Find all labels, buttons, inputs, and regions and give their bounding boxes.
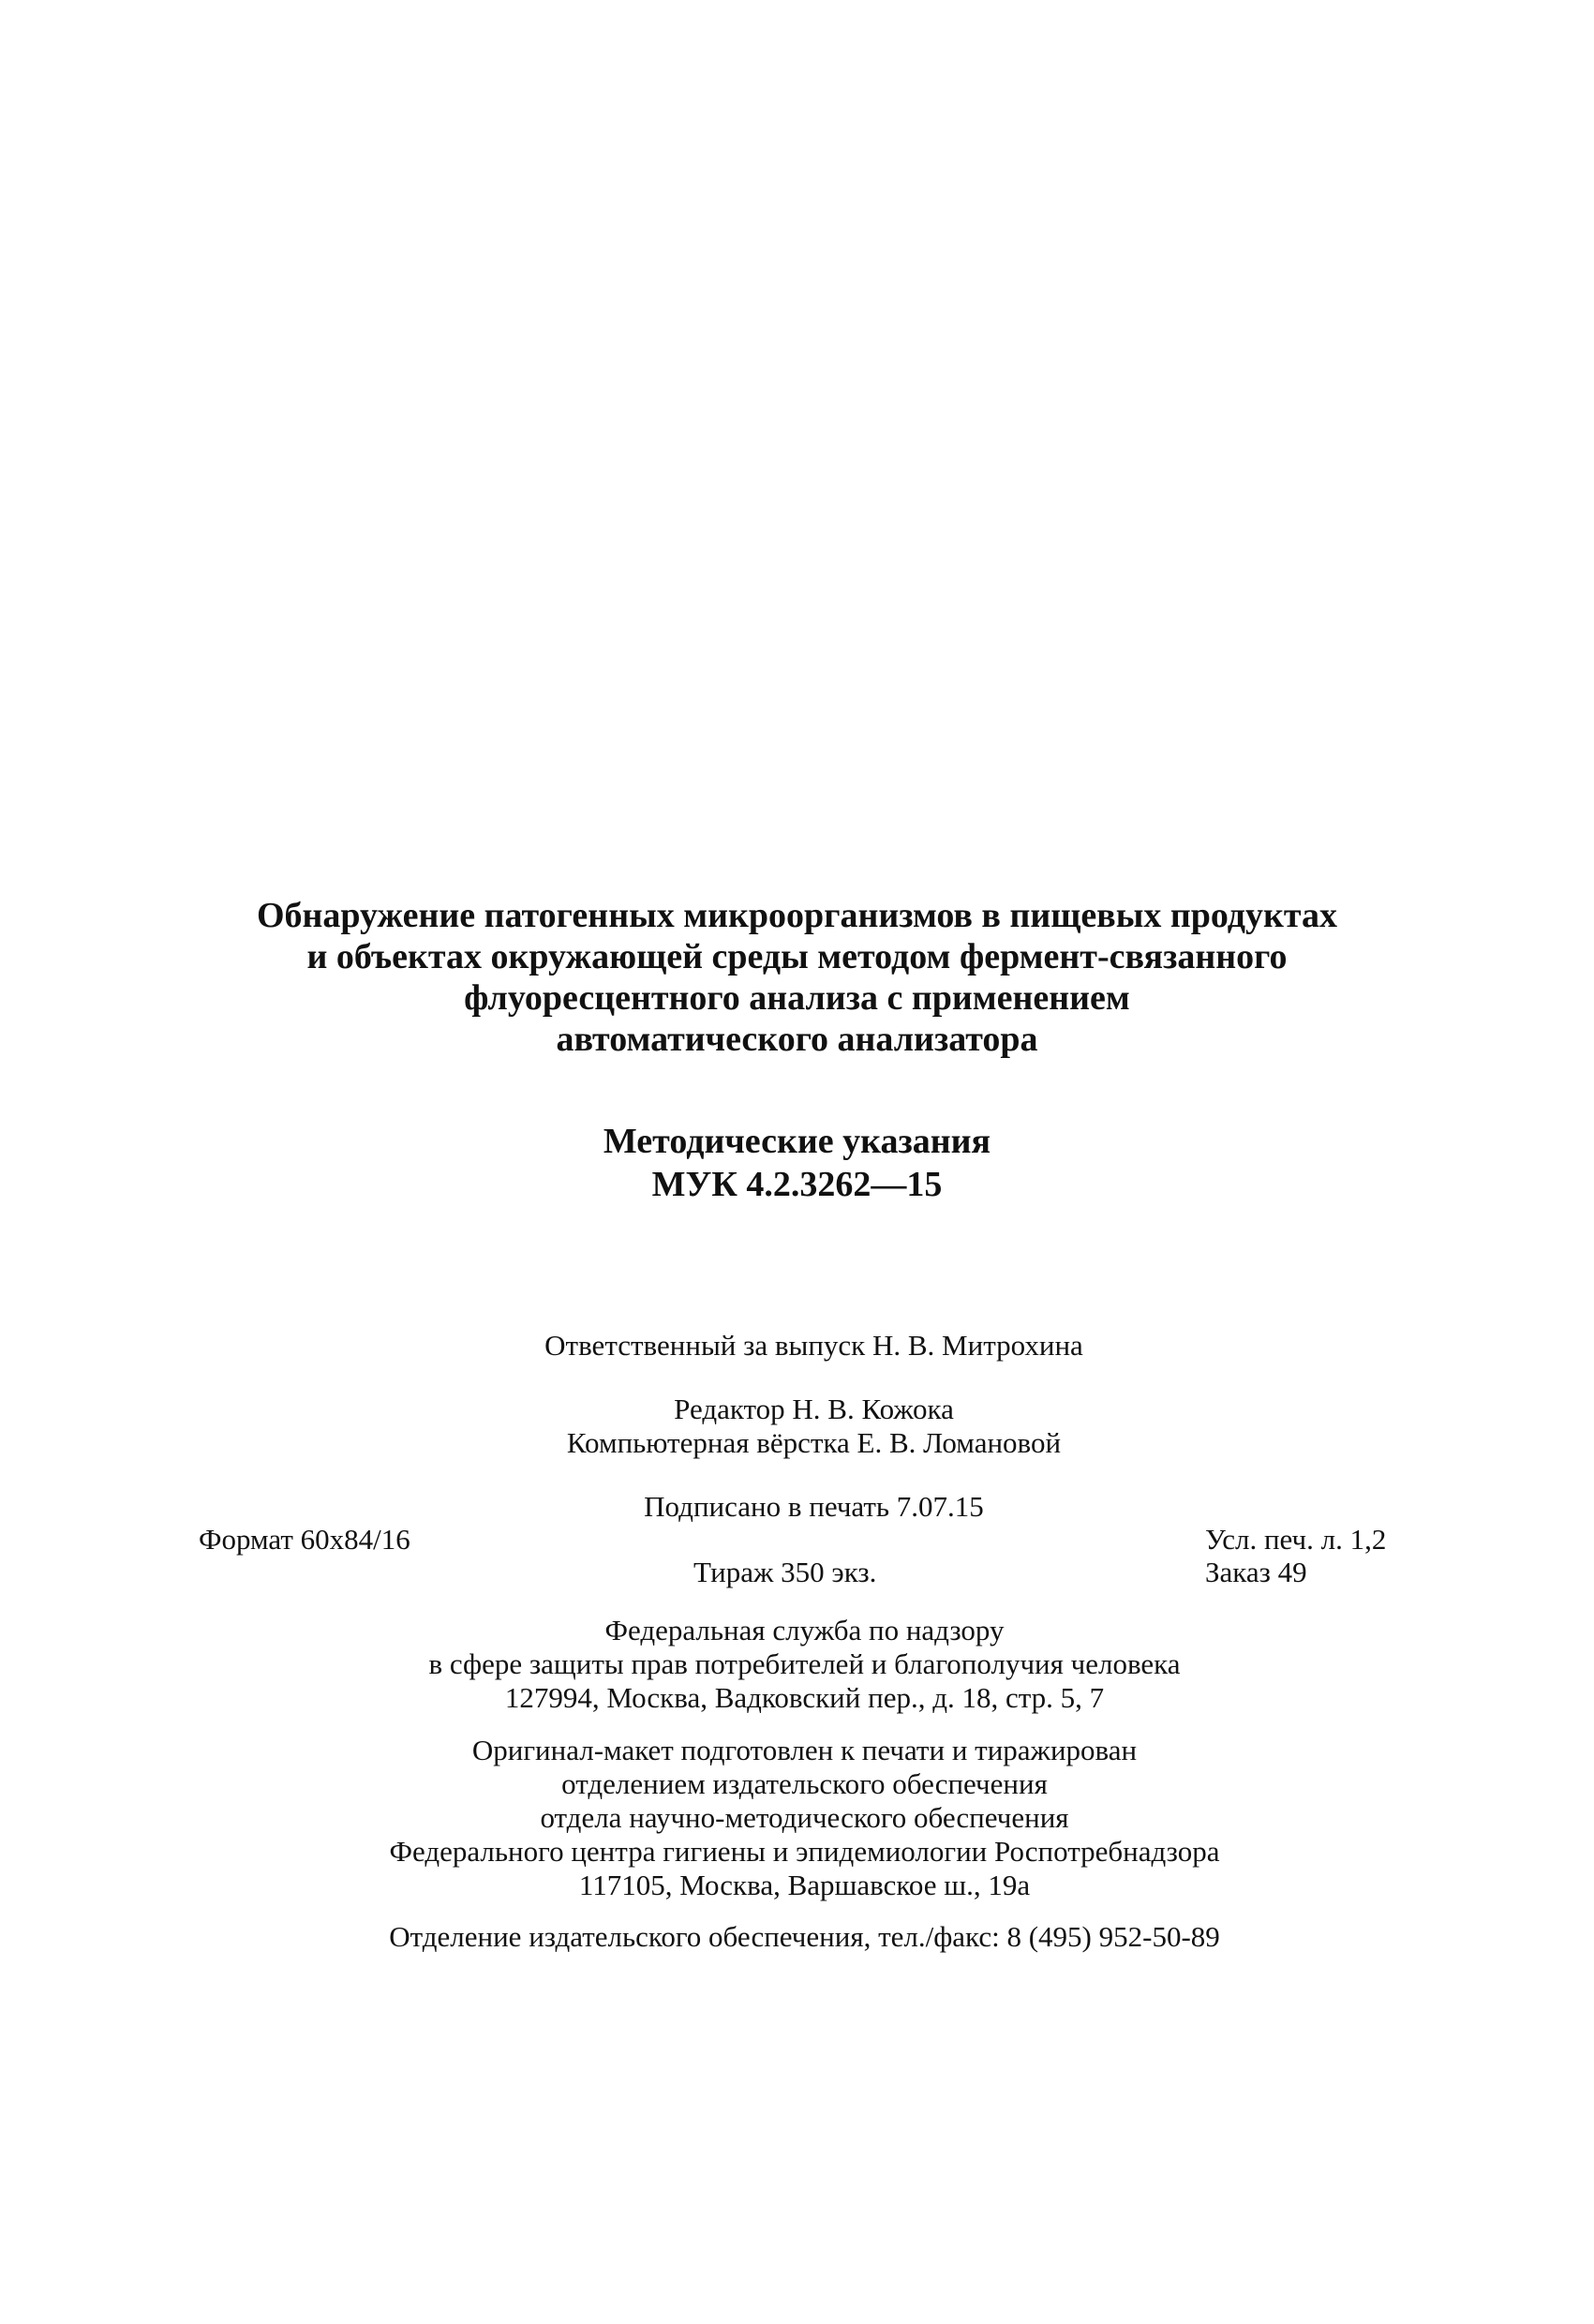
document-title — [0, 895, 1594, 1060]
printer-line-4: Федерального центра гигиены и эпидемиологии Роспотребнадзора — [389, 1835, 1220, 1868]
document-code: МУК 4.2.3262—15 — [651, 1165, 943, 1204]
layout-credit: Компьютерная вёрстка Е. В. Ломановой — [566, 1426, 1062, 1459]
editor-credit: Редактор Н. В. Кожока — [674, 1393, 954, 1425]
title-line-2: и объектах окружающей среды методом фермент-связанного — [306, 937, 1288, 976]
signed-to-print: Подписано в печать 7.07.15 — [644, 1490, 984, 1523]
document-subtitle — [0, 1120, 1594, 1206]
title-line-1: Обнаружение патогенных микроорганизмов в пищевых продуктах — [256, 896, 1338, 935]
printer-line-3: отдела научно-методического обеспечения — [540, 1801, 1069, 1834]
circulation: Тираж 350 экз. — [693, 1556, 877, 1588]
publisher-block — [7, 1614, 1594, 1715]
document-type: Методические указания — [603, 1122, 991, 1161]
publisher-line-3: 127994, Москва, Вадковский пер., д. 18, стр. 5, 7 — [504, 1681, 1105, 1714]
printer-line-5: 117105, Москва, Варшавское ш., 19а — [578, 1869, 1031, 1901]
title-line-3: флуоресцентного анализа с применением — [464, 978, 1130, 1018]
printer-block — [7, 1734, 1594, 1902]
print-format: Формат 60x84/16 — [199, 1523, 410, 1556]
order-number: Заказ 49 — [1205, 1556, 1307, 1588]
responsible-person: Ответственный за выпуск Н. В. Митрохина — [544, 1329, 1083, 1362]
title-line-4: автоматического анализатора — [556, 1020, 1038, 1059]
publisher-line-1: Федеральная служба по надзору — [604, 1614, 1005, 1646]
contact-line: Отделение издательского обеспечения, тел./факс: 8 (495) 952-50-89 — [389, 1920, 1220, 1953]
printer-line-1: Оригинал-макет подготовлен к печати и тиражирован — [471, 1734, 1138, 1766]
printed-sheets: Усл. печ. л. 1,2 — [1205, 1523, 1387, 1556]
printer-line-2: отделением издательского обеспечения — [561, 1767, 1048, 1800]
publisher-line-2: в сфере защиты прав потребителей и благополучия человека — [428, 1647, 1181, 1680]
